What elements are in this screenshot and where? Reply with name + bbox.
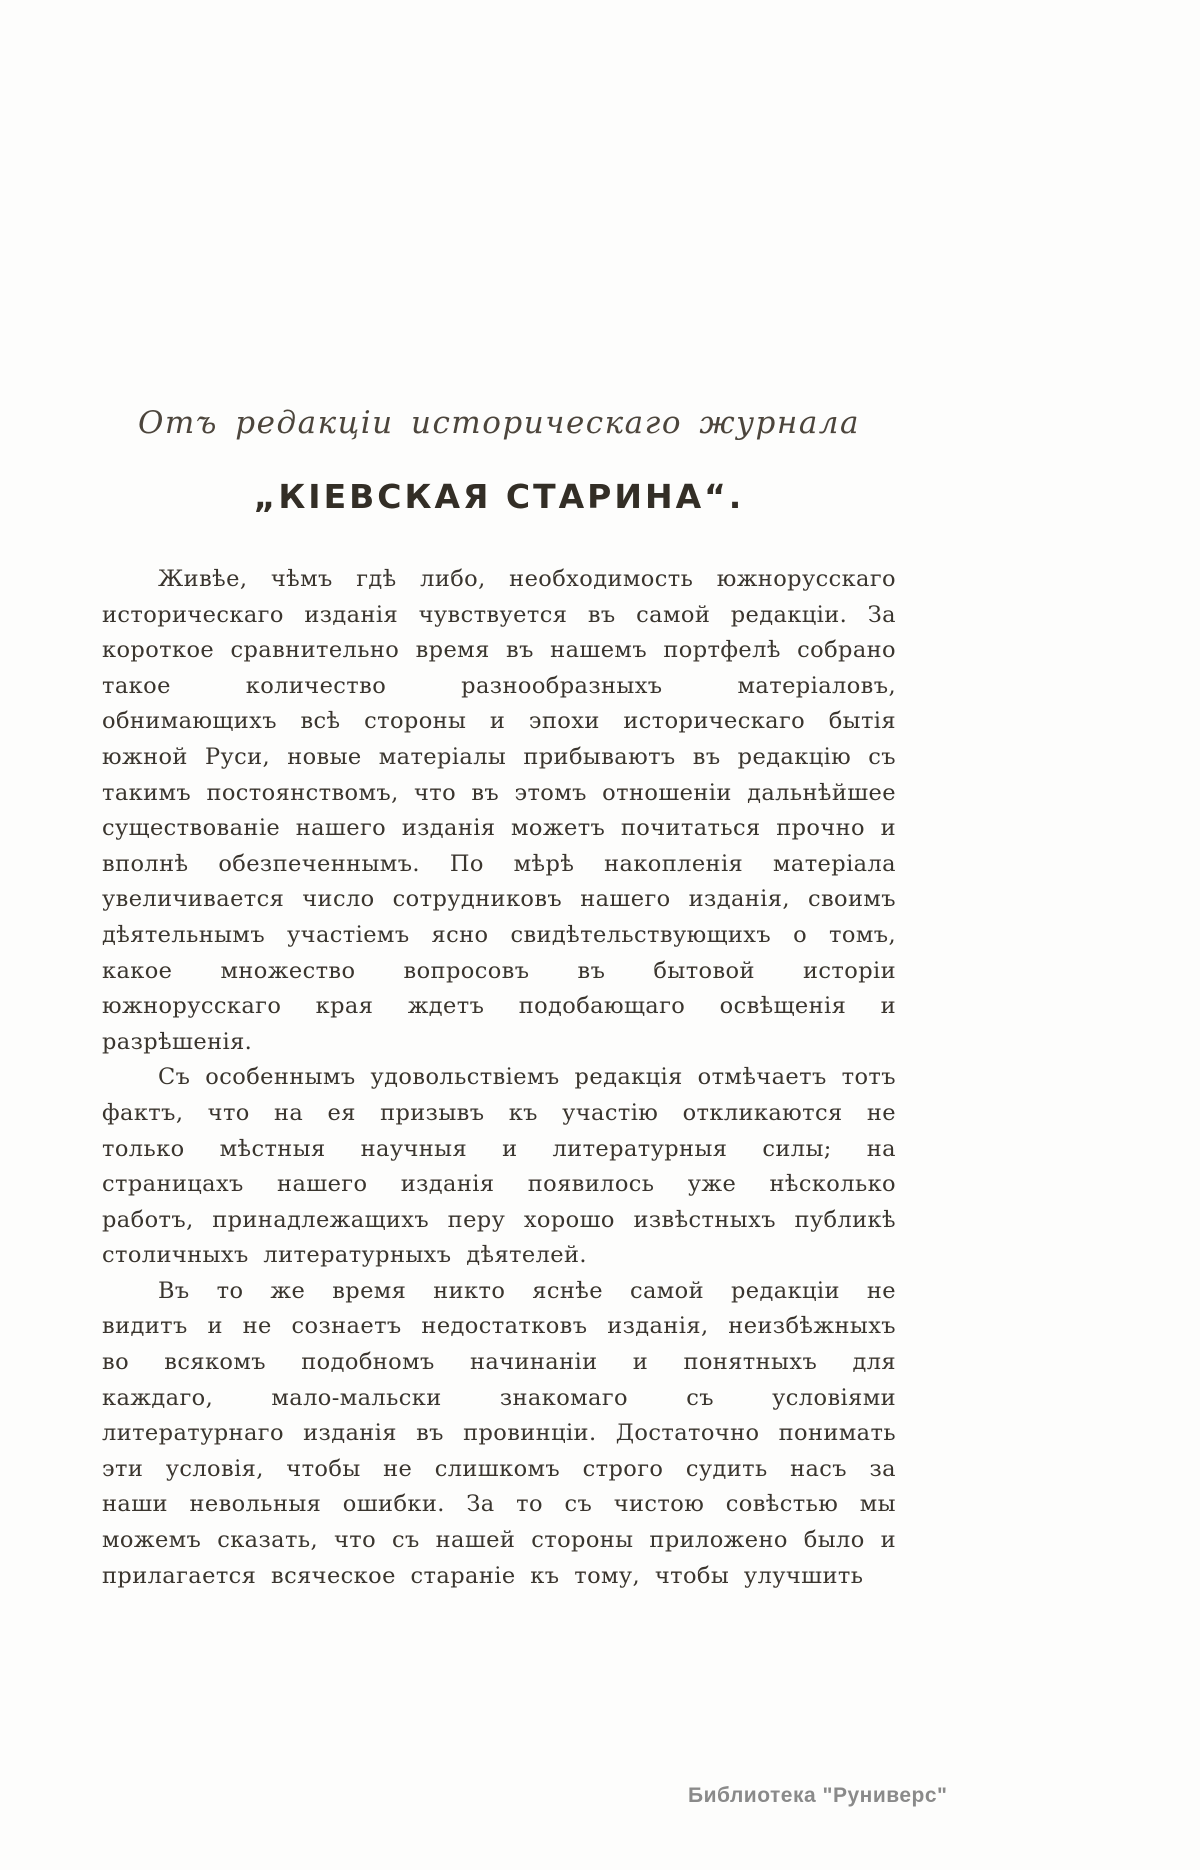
editorial-heading: Отъ редакціи историческаго журнала [137,405,861,441]
page-content [102,405,896,1594]
paragraph: Съ особеннымъ удовольствіемъ редакція отмѣчаетъ тотъ фактъ, что на ея призывъ къ участію откликаются не только мѣстныя научныя и литературныя силы; на страницахъ нашего изданія появилось уже нѣсколько работъ, принадлежащихъ перу хорошо извѣстныхъ публикѣ столичныхъ литературныхъ дѣятелей. [102,1064,896,1269]
journal-title: „КІЕВСКАЯ СТАРИНА“. [253,477,745,516]
body-text [102,562,896,1594]
paragraph: Въ то же время никто яснѣе самой редакціи не видитъ и не сознаетъ недостатковъ изданія, неизбѣжныхъ во всякомъ подобномъ начинаніи и понятныхъ для каждаго, мало-мальски знакомаго съ условіями литературнаго изданія въ провинціи. Достаточно понимать эти условія, чтобы не слишкомъ строго судить насъ за наши невольныя ошибки. За то съ чистою совѣстью мы можемъ сказать, что съ нашей стороны приложено было и прилагается всяческое стараніе къ тому, чтобы улучшить [102,1277,896,1589]
library-watermark: Библиотека "Руниверс" [688,1784,948,1807]
paragraph: Живѣе, чѣмъ гдѣ либо, необходимость южнорусскаго историческаго изданія чувствуется въ самой редакціи. За короткое сравнительно время въ нашемъ портфелѣ собрано такое количество разнообразныхъ матеріаловъ, обнимающихъ всѣ стороны и эпохи историческаго бытія южной Руси, новые матеріалы прибываютъ въ редакцію съ такимъ постоянствомъ, что въ этомъ отношеніи дальнѣйшее существованіе нашего изданія можетъ почитаться прочно и вполнѣ обезпеченнымъ. По мѣрѣ накопленія матеріала увеличивается число сотрудниковъ нашего изданія, своимъ дѣятельнымъ участіемъ ясно свидѣтельствующихъ о томъ, какое множество вопросовъ въ бытовой исторіи южнорусскаго края ждетъ подобающаго освѣщенія и разрѣшенія. [102,566,896,1055]
